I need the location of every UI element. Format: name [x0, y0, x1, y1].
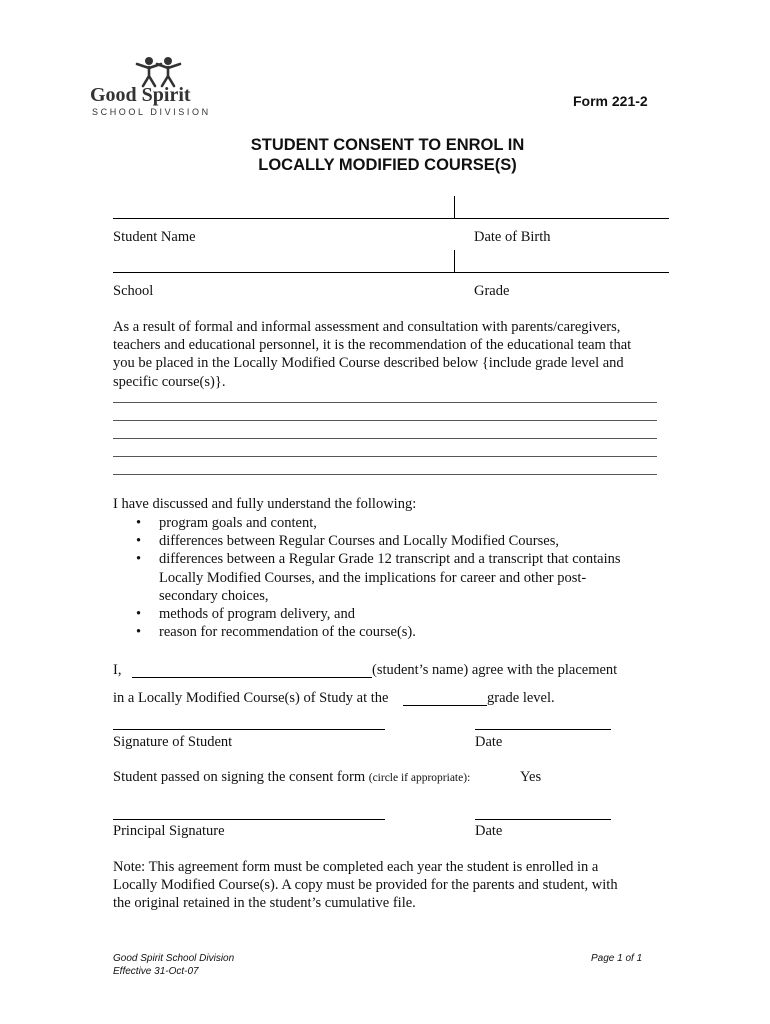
logo-subtitle: SCHOOL DIVISION	[92, 107, 211, 117]
footer-org: Good Spirit School Division	[113, 953, 235, 964]
list-item: • reason for recommendation of the course(s).	[136, 624, 416, 641]
passed-consent-label: Student passed on signing the consent form	[113, 769, 366, 785]
bullet-icon: •	[136, 515, 142, 531]
logo-name: Good Spirit	[90, 84, 191, 106]
principal-signature-label: Principal Signature	[113, 823, 225, 839]
grade-level-suffix: grade level.	[487, 690, 555, 706]
course-line[interactable]	[113, 474, 657, 475]
footer-effective: Effective 31-Oct-07	[113, 965, 199, 977]
course-line[interactable]	[113, 456, 657, 457]
principal-date-label: Date	[475, 823, 503, 839]
student-name-blank[interactable]	[132, 677, 372, 678]
field-divider	[454, 250, 455, 272]
footer-page: Page 1 of 1	[591, 953, 643, 964]
school-line[interactable]	[113, 272, 669, 273]
list-item: • differences between a Regular Grade 12 transcript and a transcript that contains	[136, 551, 621, 568]
list-item: • program goals and content,	[136, 515, 317, 531]
student-signature-line[interactable]	[113, 729, 385, 730]
list-item-continuation: secondary choices,	[159, 587, 269, 604]
list-item: • methods of program delivery, and	[136, 606, 355, 623]
understanding-list	[113, 514, 621, 641]
passed-consent-row	[113, 769, 470, 786]
principal-date-line[interactable]	[475, 819, 611, 820]
agreement-prefix: I,	[113, 662, 122, 678]
course-line[interactable]	[113, 420, 657, 421]
school-label: School	[113, 283, 154, 299]
bullet-icon: •	[136, 606, 142, 623]
list-item: • differences between Regular Courses and Locally Modified Courses,	[136, 533, 559, 550]
student-signature-label: Signature of Student	[113, 734, 233, 750]
course-line[interactable]	[113, 438, 657, 439]
bullet-icon: •	[136, 551, 142, 568]
principal-signature-line[interactable]	[113, 819, 385, 820]
course-line[interactable]	[113, 402, 657, 403]
title-line-1: STUDENT CONSENT TO ENROL IN	[250, 136, 525, 154]
bullet-icon: •	[136, 624, 142, 641]
grade-label: Grade	[474, 283, 510, 299]
student-name-label: Student Name	[113, 229, 196, 245]
date-of-birth-label: Date of Birth	[474, 229, 551, 245]
footer-left	[113, 953, 234, 978]
agreement-suffix: (student’s name) agree with the placement	[372, 662, 618, 678]
field-divider	[454, 196, 455, 218]
student-name-line[interactable]	[113, 218, 669, 219]
page-title	[0, 135, 770, 175]
circle-hint: (circle if appropriate):	[368, 772, 471, 784]
list-item-continuation: Locally Modified Courses, and the implications for career and other post-	[159, 569, 587, 586]
grade-level-blank[interactable]	[403, 705, 487, 706]
form-number: Form 221-2	[573, 93, 648, 109]
yes-option[interactable]: Yes	[520, 769, 542, 785]
understanding-heading: I have discussed and fully understand the following:	[113, 496, 417, 512]
bullet-icon: •	[136, 533, 142, 550]
note-paragraph: Note: This agreement form must be completed each year the student is enrolled in a Locally Modified Course(s). A copy must be provided for the parents and student, with the original retained in the student’s cumulative file.	[113, 859, 618, 912]
title-line-2: LOCALLY MODIFIED COURSE(S)	[258, 156, 517, 174]
agreement-line-2: in a Locally Modified Course(s) of Study at the	[113, 690, 389, 706]
student-date-line[interactable]	[475, 729, 611, 730]
intro-paragraph: As a result of formal and informal assessment and consultation with parents/caregivers, teachers and educational personnel, it is the recommendation of the educational team that you be placed in the Locally Modified Course described below {include grade level and specific course(s)}.	[113, 319, 632, 390]
student-date-label: Date	[475, 734, 503, 750]
